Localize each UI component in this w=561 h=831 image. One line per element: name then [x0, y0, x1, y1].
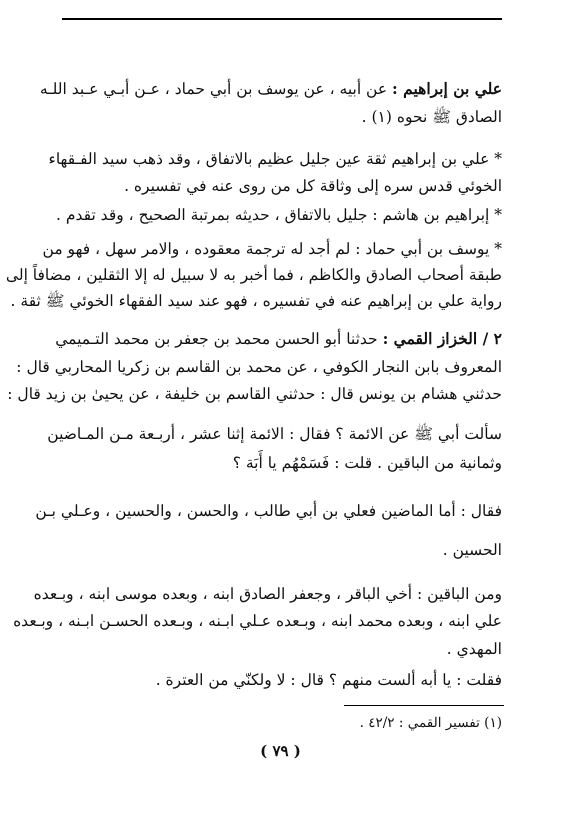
top-rule: [62, 18, 502, 20]
text-line-11: حدثني هشام بن يونس قال : حدثني القاسم بن خليفة ، عن يحيىٰ بن زيد قال :: [7, 385, 502, 403]
text-line-13: وثمانية من الباقين . قلت : فَسَمْهُم يا أَبَة ؟: [232, 454, 502, 472]
text-line-6: * يوسف بن أبي حماد : لم أجد له ترجمة معقوده ، والامر سهل ، فهو من: [42, 240, 502, 258]
text-line-15: الحسين .: [442, 541, 502, 559]
text-line-7: طبقة أصحاب الصادق والكاظم ، فما أخبر به لا سبيل له إلا الثقلين ، مضافاً إلى: [5, 266, 502, 284]
text-line-18: المهدي .: [446, 640, 502, 658]
text-line-4: الخوئي قدس سره إلى وثاقة كل من روى عنه في تفسيره .: [124, 177, 502, 195]
section-heading: ٢ / الخزاز القمي :: [382, 329, 502, 348]
text-line-12: سألت أبي ﷺ عن الائمة ؟ فقال : الائمة إثنا عشر ، أربـعة مـن المـاضين: [47, 425, 502, 443]
page-number: ( ٧٩ ): [260, 742, 301, 760]
text-line-17: علي ابنه ، وبعده محمد ابنه ، وبـعده عـلي ابـنه ، وبـعده الحسـن ابـنه ، وبـعده: [13, 612, 502, 630]
text-line-10: المعروف بابن النجار الكوفي ، عن محمد بن القاسم بن زكريا المحاربي قال :: [16, 358, 502, 376]
text-line-1: علي بن إبراهيم : عن أبيه ، عن يوسف بن أبي حماد ، عـن أبـي عـبد اللـه: [39, 79, 502, 98]
text-line-3: * علي بن إبراهيم ثقة عين جليل عظيم بالاتفاق ، وقد ذهب سيد الفـقهاء: [48, 150, 502, 168]
footnote-rule: [344, 705, 504, 706]
text-line-19: فقلت : يا أبه ألست منهم ؟ قال : لا ولكنّي من العترة .: [155, 671, 502, 689]
text-line-16: ومن الباقين : أخي الباقر ، وجعفر الصادق ابنه ، وبعده موسى ابنه ، وبـعده: [33, 585, 502, 603]
text-line-5: * إبراهيم بن هاشم : جليل بالاتفاق ، حديثه بمرتبة الصحيح ، وقد تقدم .: [56, 206, 502, 224]
text-line-2: الصادق ﷺ نحوه (١) .: [361, 108, 502, 126]
text-line-8: رواية علي بن إبراهيم عنه في تفسيره ، فهو عند سيد الفقهاء الخوئي ﷺ ثقة .: [10, 292, 502, 310]
text-line-14: فقال : أما الماضين فعلي بن أبي طالب ، والحسن ، والحسين ، وعـلي بـن: [35, 502, 502, 520]
narrator-heading: علي بن إبراهيم :: [392, 79, 502, 98]
text-line-9: ٢ / الخزاز القمي : حدثنا أبو الحسن محمد بن جعفر بن محمد التـميمي: [55, 329, 502, 348]
footnote: (١) تفسير القمي : ٤٢/٢ .: [359, 715, 502, 731]
